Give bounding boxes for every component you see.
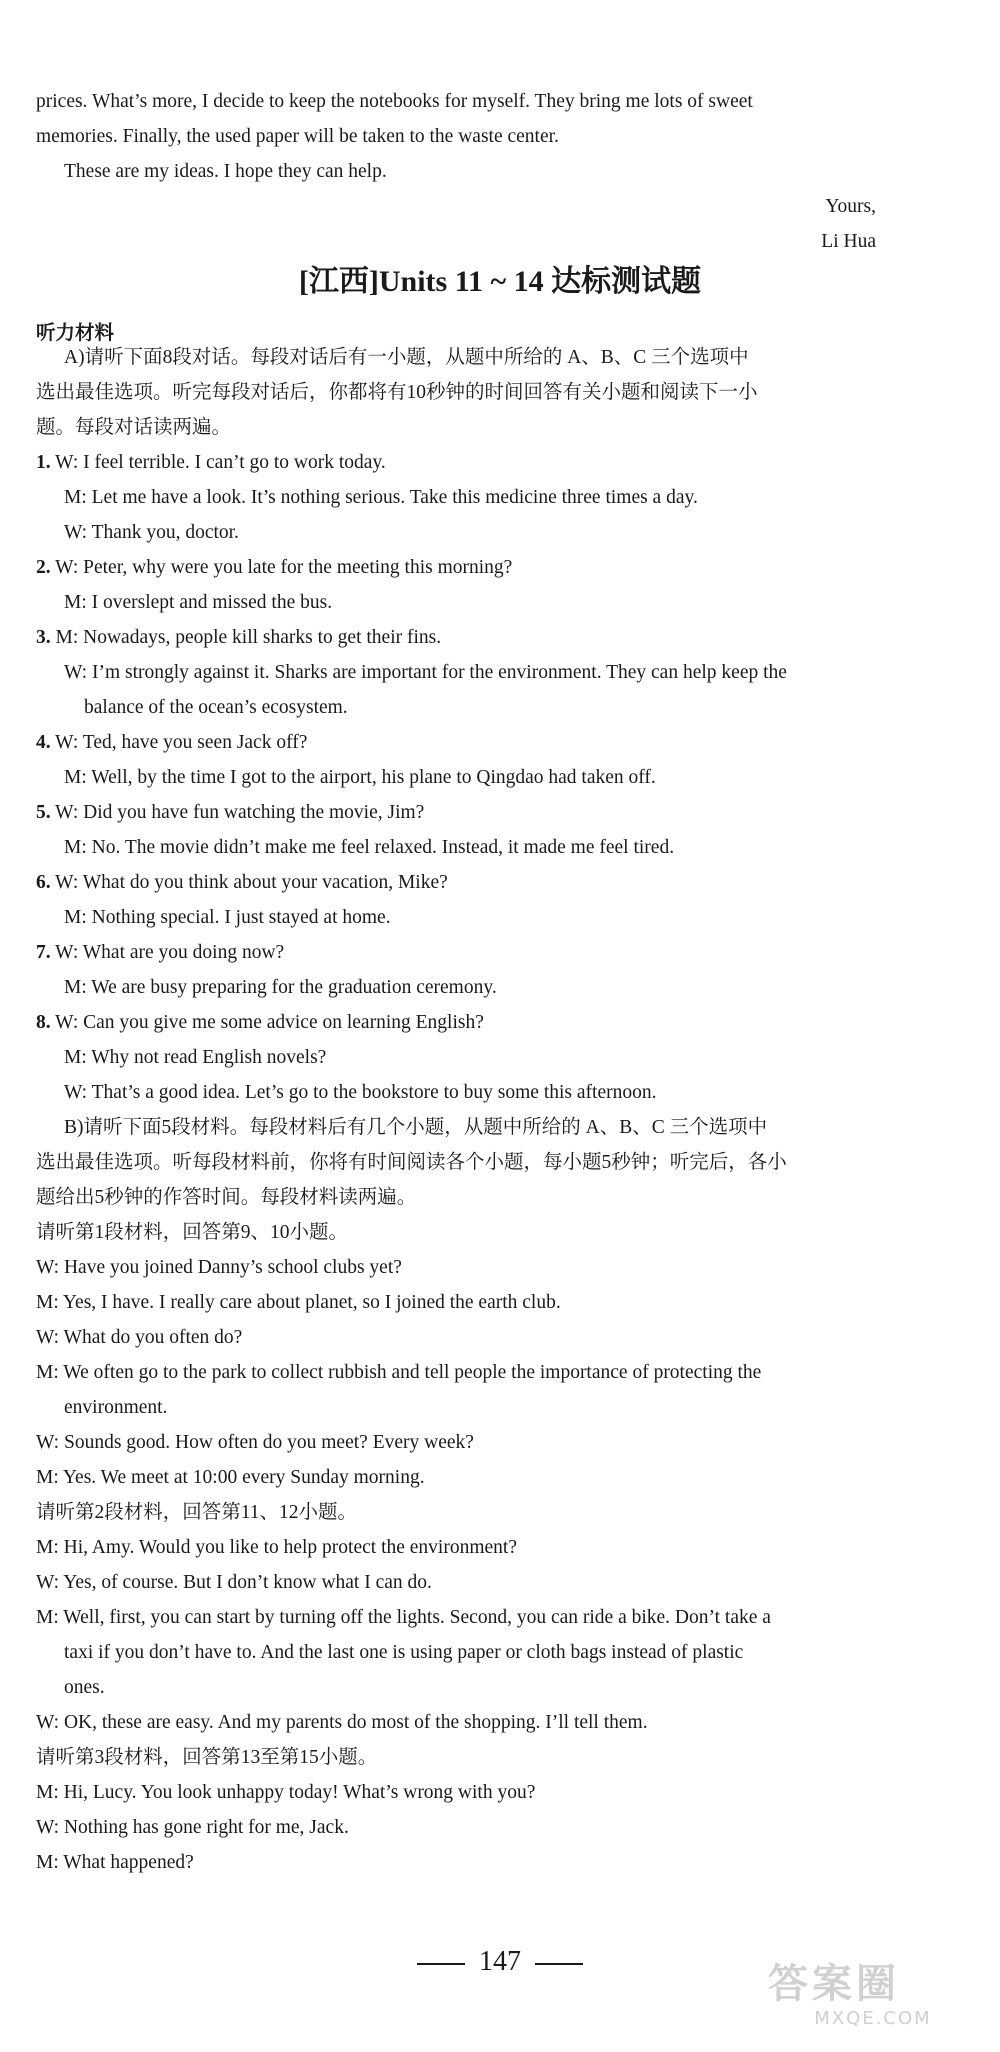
material-line: M: Well, first, you can start by turning off the lights. Second, you can ride a bike. Don’t take a xyxy=(36,1607,771,1628)
dialog-line: 3. M: Nowadays, people kill sharks to get their fins. xyxy=(36,627,442,648)
dialog-line: M: We are busy preparing for the graduation ceremony. xyxy=(64,977,497,998)
dialog-line: 2. W: Peter, why were you late for the meeting this morning? xyxy=(36,557,513,578)
material-line: taxi if you don’t have to. And the last one is using paper or cloth bags instead of plastic xyxy=(64,1642,744,1663)
letter-line-3: These are my ideas. I hope they can help. xyxy=(64,161,387,182)
material-line: M: Hi, Amy. Would you like to help protect the environment? xyxy=(36,1537,517,1558)
question-number: 1. xyxy=(36,452,51,473)
letter-line-2: memories. Finally, the used paper will be taken to the waste center. xyxy=(36,126,559,147)
partB-intro-1: B)请听下面5段材料。每段材料后有几个小题，从题中所给的 A、B、C 三个选项中 xyxy=(64,1117,768,1138)
material-line: M: Hi, Lucy. You look unhappy today! What’s wrong with you? xyxy=(36,1782,536,1803)
dialog-line: M: No. The movie didn’t make me feel relaxed. Instead, it made me feel tired. xyxy=(64,837,675,858)
footer-dash-right xyxy=(535,1963,583,1965)
material-line: W: Have you joined Danny’s school clubs yet? xyxy=(36,1257,402,1278)
question-number: 4. xyxy=(36,732,51,753)
question-number: 7. xyxy=(36,942,51,963)
material-1-heading: 请听第1段材料，回答第9、10小题。 xyxy=(36,1222,349,1243)
dialog-line: 7. W: What are you doing now? xyxy=(36,942,285,963)
partB-intro-2: 选出最佳选项。听每段材料前，你将有时间阅读各个小题，每小题5秒钟；听完后，各小 xyxy=(36,1152,787,1173)
dialog-line: 8. W: Can you give me some advice on learning English? xyxy=(36,1012,484,1033)
material-line: M: Yes. We meet at 10:00 every Sunday morning. xyxy=(36,1467,425,1488)
material-line: W: OK, these are easy. And my parents do most of the shopping. I’ll tell them. xyxy=(36,1712,648,1733)
dialog-line: 1. W: I feel terrible. I can’t go to work today. xyxy=(36,452,386,473)
material-line: M: We often go to the park to collect rubbish and tell people the importance of protecting the xyxy=(36,1362,762,1383)
material-line: W: Nothing has gone right for me, Jack. xyxy=(36,1817,349,1838)
material-line: W: What do you often do? xyxy=(36,1327,243,1348)
material-line: W: Sounds good. How often do you meet? Every week? xyxy=(36,1432,474,1453)
dialog-line: balance of the ocean’s ecosystem. xyxy=(84,697,348,718)
watermark-logo xyxy=(768,1960,978,2040)
watermark-url: MXQE.COM xyxy=(814,2008,932,2029)
partA-intro-1: A)请听下面8段对话。每段对话后有一小题，从题中所给的 A、B、C 三个选项中 xyxy=(64,347,749,368)
dialog-line: W: Thank you, doctor. xyxy=(64,522,239,543)
dialog-line: M: Let me have a look. It’s nothing serious. Take this medicine three times a day. xyxy=(64,487,698,508)
partA-intro-3: 题。每段对话读两遍。 xyxy=(36,417,232,438)
letter-closing: Yours, xyxy=(825,196,876,217)
footer-dash-left xyxy=(417,1963,465,1965)
watermark-text: 答案圈 xyxy=(768,1961,900,2007)
dialog-line: 5. W: Did you have fun watching the movie, Jim? xyxy=(36,802,425,823)
dialog-line: M: I overslept and missed the bus. xyxy=(64,592,333,613)
material-line: W: Yes, of course. But I don’t know what I can do. xyxy=(36,1572,432,1593)
dialog-line: 6. W: What do you think about your vacation, Mike? xyxy=(36,872,448,893)
partA-intro-2: 选出最佳选项。听完每段对话后，你都将有10秒钟的时间回答有关小题和阅读下一小 xyxy=(36,382,758,403)
letter-signature: Li Hua xyxy=(821,231,876,252)
dialog-line: 4. W: Ted, have you seen Jack off? xyxy=(36,732,308,753)
question-number: 6. xyxy=(36,872,51,893)
section-label: 听力材料 xyxy=(36,321,115,344)
question-number: 3. xyxy=(36,627,51,648)
dialog-line: W: That’s a good idea. Let’s go to the bookstore to buy some this afternoon. xyxy=(64,1082,657,1103)
dialog-line: M: Why not read English novels? xyxy=(64,1047,327,1068)
material-2-heading: 请听第2段材料，回答第11、12小题。 xyxy=(36,1502,358,1523)
dialog-line: W: I’m strongly against it. Sharks are important for the environment. They can help keep the xyxy=(64,662,787,683)
material-line: M: Yes, I have. I really care about planet, so I joined the earth club. xyxy=(36,1292,561,1313)
letter-line-1: prices. What’s more, I decide to keep the notebooks for myself. They bring me lots of sweet xyxy=(36,91,753,112)
question-number: 8. xyxy=(36,1012,51,1033)
dialog-line: M: Nothing special. I just stayed at home. xyxy=(64,907,391,928)
question-number: 5. xyxy=(36,802,51,823)
material-line: ones. xyxy=(64,1677,105,1698)
material-line: M: What happened? xyxy=(36,1852,194,1873)
dialog-line: M: Well, by the time I got to the airport, his plane to Qingdao had taken off. xyxy=(64,767,656,788)
page-title: [江西]Units 11 ~ 14 达标测试题 xyxy=(298,265,702,298)
material-3-heading: 请听第3段材料，回答第13至第15小题。 xyxy=(36,1747,378,1768)
partB-intro-3: 题给出5秒钟的作答时间。每段材料读两遍。 xyxy=(36,1187,417,1208)
page-number: 147 xyxy=(479,1946,521,1977)
question-number: 2. xyxy=(36,557,51,578)
material-line: environment. xyxy=(64,1397,168,1418)
